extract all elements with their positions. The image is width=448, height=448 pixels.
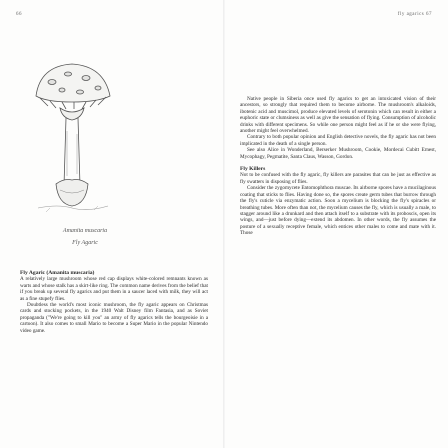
section-heading-fly-agaric: Fly Agaric (Amanita muscaria) — [20, 270, 95, 276]
section-heading-fly-killers: Fly Killers — [240, 166, 266, 173]
book-spine — [223, 0, 225, 448]
paragraph: Contrary to both popular opinion and English detective novels, the fly agaric has not been implicated in the death of a single person. — [240, 134, 436, 147]
fly-agaric-illustration — [28, 56, 116, 226]
illustration-caption-common: Fly Agaric — [72, 240, 98, 246]
paragraph: Native people in Siberia once used fly agarics to get an intoxicated vision of their ancestors, so strongly that required them to become airborne. The mushroom's alkaloids, ibotenic acid and muscimol, produce elevated levels of serotonin which can result in either a euphoric state or clumsiness as well as give the sensation of flying. Consumption of alcoholic drinks with different specimens. So while one person might feel as if he or she were flying, another might feel overwhelmed. — [240, 96, 436, 135]
right-page-text — [240, 96, 436, 237]
paragraph: A relatively large mushroom whose red cap displays white-colored remnants known as warts and whose stalk has a skirt-like ring. The common name derives from the belief that if you break up several fly agarics and put them in a saucer laced with milk, they will act as a fine stupefy flies. — [20, 276, 208, 302]
paragraph: Consider the zygomycete Entomophthora muscae. Its airborne spores have a mucilaginous coating that sticks to flies. Having done so, the spores create germ tubes that burrow through the fly's cuticle via enzymatic action. Soon a mycelium is blocking the fly's spiracles or breathing tubes. More often than not, the mycelium causes the fly, which is usually a male, to stagger around like a drunkard and then attach itself to a substrate with its proboscis, open its wings, and—just before dying—extend its abdomen. In other words, the fly assumes the posture of a sexually receptive female, which entices other males to come and mate with it. Those — [240, 185, 436, 237]
illustration-caption-latin: Amanita muscaria — [62, 228, 108, 234]
left-page-number: 66 — [16, 12, 22, 17]
left-page-text — [20, 270, 208, 334]
paragraph: Doubtless the world's most iconic mushroom, the fly agaric appears on Christmas cards and stocking pockets, in the 1940 Walt Disney film Fantasia, and as Soviet propaganda ("We're going to kill you" an army of fly agarics tells the bourgeoisie in a cartoon). It also comes to small Mario to become a Super Mario in the popular Nintendo video game. — [20, 302, 208, 334]
see-also-paragraph: See also Alice in Wonderland, Berserker Mushroom, Cookie, Mordecai Cubitt Ernest, Mycophagy, Pegmatite, Santa Claus, Wasson, Gordon. — [240, 147, 436, 160]
right-page-number: fly agarics 67 — [397, 12, 432, 17]
paragraph: Not to be confused with the fly agaric, fly killers are parasites that can be just as effective as fly swatters in disposing of flies. — [240, 172, 436, 185]
